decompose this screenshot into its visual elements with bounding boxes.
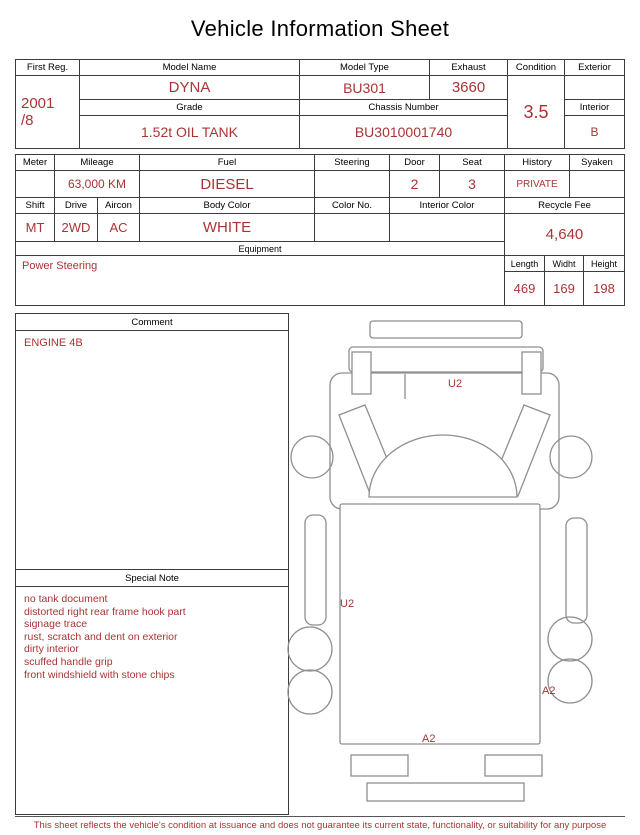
left-rail-shape [305,515,326,625]
comment-box [15,313,289,815]
steering-label: Steering [315,155,390,171]
recycle-fee-label: Recycle Fee [505,198,624,214]
front-panel-shape [349,347,543,372]
special-note-line: scuffed handle grip [24,655,113,668]
special-note-label: Special Note [16,570,288,587]
page-title: Vehicle Information Sheet [190,16,450,41]
special-note-list [16,587,288,814]
color-no-label: Color No. [315,198,390,214]
comment-value: ENGINE 4B [16,331,288,570]
special-note-line: no tank document [24,593,108,605]
exterior-label: Exterior [565,60,624,76]
chassis-number-value: BU3010001740 [300,116,508,148]
model-name-value: DYNA [80,76,300,100]
special-note-line: signage trace [24,618,88,631]
door-label: Door [390,155,440,171]
history-label: History [505,155,570,171]
height-label: Height [584,256,624,272]
comment-label: Comment [16,314,288,331]
exhaust-value: 3660 [430,76,508,100]
meter-label: Meter [16,155,55,171]
damage-mark-cab: U2 [448,378,463,390]
mileage-label: Mileage [55,155,140,171]
equipment-label: Equipment [16,242,505,256]
drive-label: Drive [55,198,98,214]
first-reg-year: 2001 [21,95,55,112]
tail-right-shape [485,755,542,776]
vehicle-diagram [285,315,624,815]
syaken-value [570,171,624,198]
exterior-value [565,76,624,100]
body-color-label: Body Color [140,198,315,214]
info-table [15,59,625,149]
drive-value: 2WD [55,214,98,242]
syaken-label: Syaken [570,155,624,171]
meter-value [16,171,55,198]
rear-wheel-left-front [288,627,332,671]
cargo-bed-shape [340,504,540,744]
aircon-value: AC [98,214,140,242]
disclaimer-text: This sheet reflects the vehicle's condition at issuance and does not guarantee its current state, functionality, or suitability for any purpose [15,816,625,831]
interior-color-value [390,214,505,242]
body-color-value: WHITE [140,214,315,242]
equipment-value: Power Steering [16,256,505,305]
interior-color-label: Interior Color [390,198,505,214]
fuel-value: DIESEL [140,171,315,198]
width-label: Widht [545,256,584,272]
tail-left-shape [351,755,408,776]
grade-value: 1.52t OIL TANK [80,116,300,148]
door-value: 2 [390,171,440,198]
seat-value: 3 [440,171,505,198]
recycle-fee-value: 4,640 [505,214,624,256]
chassis-number-label: Chassis Number [300,100,508,116]
history-value: PRIVATE [505,171,570,198]
height-value: 198 [584,272,624,305]
damage-mark-right-rear: A2 [542,685,556,697]
mileage-value: 63,000 KM [55,171,140,198]
shift-value: MT [16,214,55,242]
exhaust-label: Exhaust [430,60,508,76]
specs-table [15,154,625,306]
width-value: 169 [545,272,584,305]
right-step-shape [522,352,541,394]
first-reg-label: First Reg. [16,60,80,76]
color-no-value [315,214,390,242]
aircon-label: Aircon [98,198,140,214]
special-note-line: front windshield with stone chips [24,668,175,681]
special-note-line: distorted right rear frame hook part [24,605,186,618]
fuel-label: Fuel [140,155,315,171]
first-reg-value [16,76,80,148]
grade-label: Grade [80,100,300,116]
interior-value: B [565,116,624,148]
left-step-shape [352,352,371,394]
model-type-label: Model Type [300,60,430,76]
first-reg-month: /8 [21,112,34,129]
model-name-label: Model Name [80,60,300,76]
rear-wheel-right-front [548,617,592,661]
special-note-line: rust, scratch and dent on exterior [24,630,178,643]
rear-bumper-shape [367,783,524,801]
interior-label: Interior [565,100,624,116]
steering-value [315,171,390,198]
right-rail-shape [566,518,587,623]
front-wheel-left [291,436,333,478]
seat-label: Seat [440,155,505,171]
condition-label: Condition [508,60,565,76]
damage-mark-left-side: U2 [340,598,355,610]
model-type-value: BU301 [300,76,430,100]
damage-mark-rear: A2 [422,733,436,745]
shift-label: Shift [16,198,55,214]
front-bumper-shape [370,321,522,338]
rear-wheel-left-back [288,670,332,714]
length-value: 469 [505,272,545,305]
condition-value: 3.5 [508,76,565,148]
length-label: Length [505,256,545,272]
special-note-line: dirty interior [24,643,79,656]
